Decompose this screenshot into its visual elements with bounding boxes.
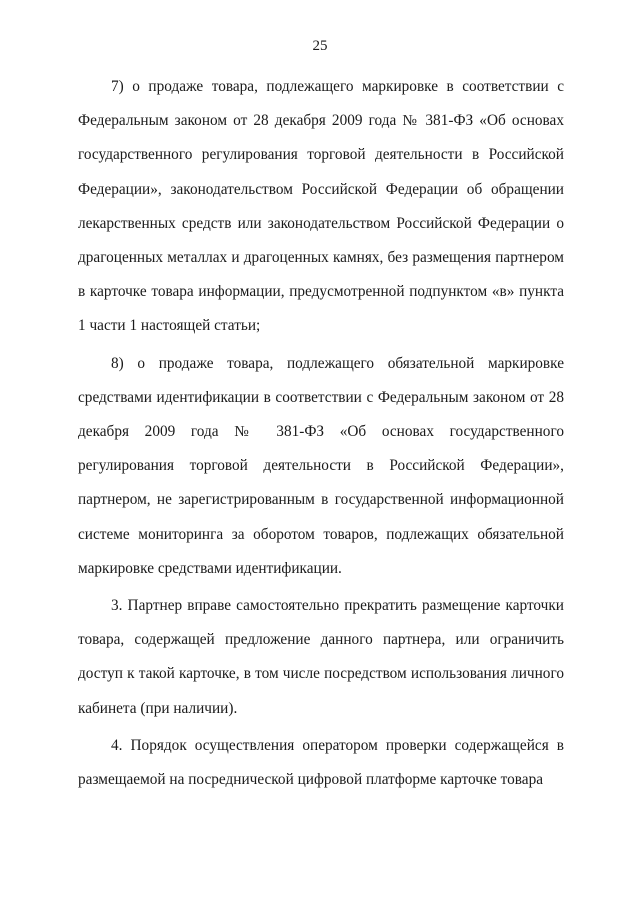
paragraph-item-8: 8) о продаже товара, подлежащего обязательной маркировке средствами идентификации в соответствии с Федеральным законом от 28 декабря 2009 года № 381-ФЗ «Об основах государственного регулирования торговой деятельности в Российской Федерации», партнером, не зарегистрированным в государственной информационной системе мониторинга за оборотом товаров, подлежащих обязательной маркировке средствами идентификации. (78, 354, 564, 577)
document-body (78, 70, 564, 797)
page-number: 25 (312, 38, 328, 54)
paragraph-item-7: 7) о продаже товара, подлежащего маркировке в соответствии с Федеральным законом от 28 декабря 2009 года № 381-ФЗ «Об основах государственного регулирования торговой деятельности в Российской Федерации», законодательством Российской Федерации об обращении лекарственных средств или законодательством Российской Федерации о драгоценных металлах и драгоценных камнях, без размещения партнером в карточке товара информации, предусмотренной подпунктом «в» пункта 1 части 1 настоящей статьи; (78, 78, 564, 335)
paragraph-point-3: 3. Партнер вправе самостоятельно прекратить размещение карточки товара, содержащей предложение данного партнера, или ограничить доступ к такой карточке, в том числе посредством использования личного кабинета (при наличии). (78, 597, 564, 717)
paragraph-point-4: 4. Порядок осуществления оператором проверки содержащейся в размещаемой на посреднической цифровой платформе карточке товара (78, 736, 564, 789)
